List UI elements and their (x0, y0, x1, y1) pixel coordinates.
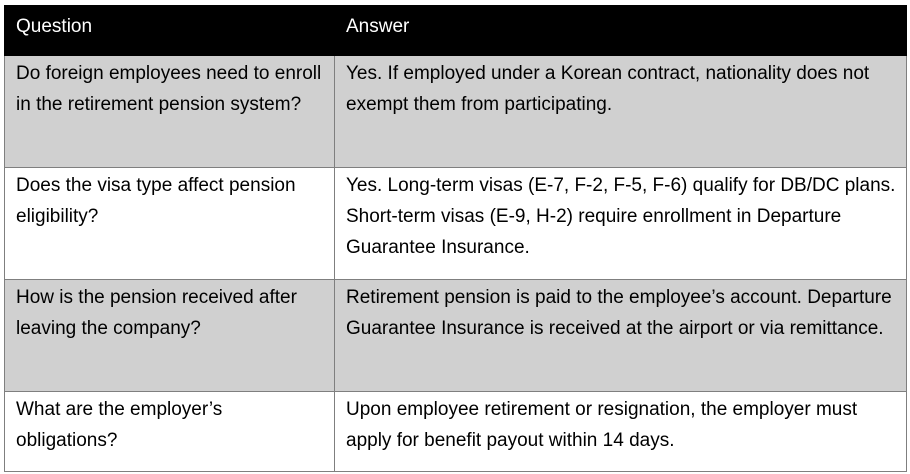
faq-table (4, 5, 907, 472)
table-row (5, 168, 907, 280)
header-answer: Answer (335, 6, 907, 56)
question-cell: What are the employer’s obligations? (5, 392, 335, 472)
table-row (5, 280, 907, 392)
header-question: Question (5, 6, 335, 56)
answer-cell: Yes. If employed under a Korean contract, nationality does not exempt them from participating. (335, 56, 907, 168)
question-cell: Do foreign employees need to enroll in the retirement pension system? (5, 56, 335, 168)
table-row (5, 392, 907, 472)
table-row (5, 56, 907, 168)
question-cell: How is the pension received after leaving the company? (5, 280, 335, 392)
answer-cell: Retirement pension is paid to the employee’s account. Departure Guarantee Insurance is received at the airport or via remittance. (335, 280, 907, 392)
question-cell: Does the visa type affect pension eligibility? (5, 168, 335, 280)
answer-cell: Yes. Long-term visas (E-7, F-2, F-5, F-6) qualify for DB/DC plans. Short-term visas (E-9, H-2) require enrollment in Departure Guarantee Insurance. (335, 168, 907, 280)
header-row (5, 6, 907, 56)
answer-cell: Upon employee retirement or resignation, the employer must apply for benefit payout within 14 days. (335, 392, 907, 472)
